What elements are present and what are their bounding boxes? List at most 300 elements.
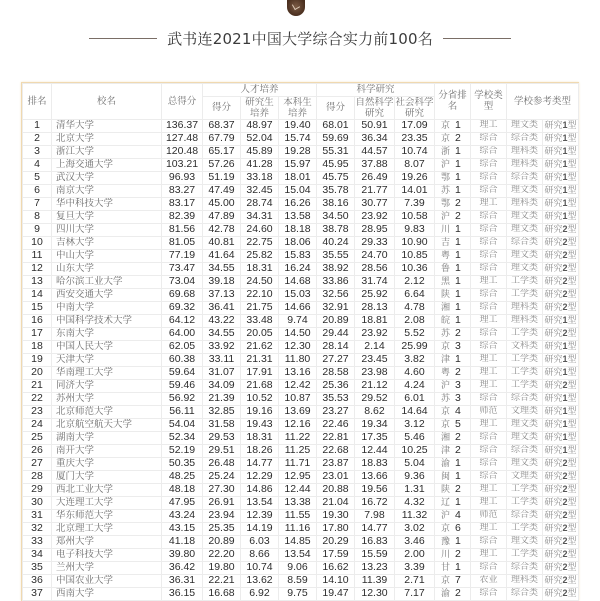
- cell-grad: 13.54: [241, 496, 279, 509]
- cell-rank: 6: [23, 184, 52, 197]
- cell-undergrad: 11.16: [279, 522, 317, 535]
- cell-undergrad: 18.06: [279, 236, 317, 249]
- cell-grad: 41.28: [241, 158, 279, 171]
- cell-undergrad: 18.01: [279, 171, 317, 184]
- cell-school-type: 农业: [471, 574, 507, 587]
- table-row: [23, 158, 579, 171]
- cell-research-score: 19.47: [317, 587, 355, 600]
- cell-social: 3.46: [395, 535, 435, 548]
- cell-school-name: 厦门大学: [52, 470, 162, 483]
- cell-school-type: 师范: [471, 509, 507, 522]
- cell-school-name: 北京理工大学: [52, 522, 162, 535]
- cell-ref-level: 研究2型: [544, 457, 577, 469]
- cell-school-type: 综合: [471, 145, 507, 158]
- cell-natural: 14.77: [355, 522, 395, 535]
- cell-research-score: 20.89: [317, 314, 355, 327]
- cell-school-name: 兰州大学: [52, 561, 162, 574]
- cell-undergrad: 11.22: [279, 431, 317, 444]
- title-divider-right: [443, 38, 511, 39]
- cell-school-name: 南京大学: [52, 184, 162, 197]
- cell-rank: 34: [23, 548, 52, 561]
- cell-research-score: 19.30: [317, 509, 355, 522]
- cell-undergrad: 15.74: [279, 132, 317, 145]
- cell-social: 3.39: [395, 561, 435, 574]
- cell-social: 11.32: [395, 509, 435, 522]
- cell-grad: 45.89: [241, 145, 279, 158]
- cell-ref-level: 研究1型: [544, 184, 577, 196]
- cell-prov-rank: [435, 288, 471, 301]
- cell-total: 60.38: [162, 353, 203, 366]
- cell-social: 8.07: [395, 158, 435, 171]
- cell-prov-rank: [435, 483, 471, 496]
- cell-social: 7.39: [395, 197, 435, 210]
- province-rank-number: 1: [455, 158, 461, 170]
- cell-school-name: 电子科技大学: [52, 548, 162, 561]
- cell-social: 2.00: [395, 548, 435, 561]
- cell-total: 64.12: [162, 314, 203, 327]
- cell-natural: 28.13: [355, 301, 395, 314]
- cell-undergrad: 13.58: [279, 210, 317, 223]
- province-abbr: 沪: [441, 510, 451, 521]
- cell-ref-level: 研究1型: [544, 158, 577, 170]
- cell-undergrad: 11.55: [279, 509, 317, 522]
- cell-ref-level: 研究2型: [544, 301, 577, 313]
- table-row: [23, 496, 579, 509]
- cell-research-score: 59.69: [317, 132, 355, 145]
- table-row: [23, 249, 579, 262]
- cell-social: 2.71: [395, 574, 435, 587]
- cell-ref-level: 研究2型: [544, 587, 577, 599]
- table-row: [23, 379, 579, 392]
- cell-undergrad: 12.16: [279, 418, 317, 431]
- cell-ref-level: 研究1型: [544, 353, 577, 365]
- province-rank-number: 2: [455, 587, 461, 599]
- cell-natural: 28.95: [355, 223, 395, 236]
- cell-talent-score: 19.80: [203, 561, 241, 574]
- cell-research-score: 28.14: [317, 340, 355, 353]
- cell-undergrad: 12.42: [279, 379, 317, 392]
- cell-total: 83.27: [162, 184, 203, 197]
- cell-ref-category: 理文类: [507, 249, 543, 262]
- cell-ref-level: 研究1型: [544, 431, 577, 443]
- table-row: [23, 288, 579, 301]
- cell-school-type: 综合: [471, 236, 507, 249]
- table-row: [23, 535, 579, 548]
- cell-natural: 12.30: [355, 587, 395, 600]
- cell-talent-score: 25.24: [203, 470, 241, 483]
- cell-total: 62.05: [162, 340, 203, 353]
- cell-ref-category: 理科类: [507, 574, 543, 587]
- cell-ref-level: 研究2型: [544, 548, 577, 560]
- cell-grad: 12.29: [241, 470, 279, 483]
- cell-natural: 50.91: [355, 119, 395, 132]
- table-row: [23, 392, 579, 405]
- header-talent-group: 人才培养: [203, 84, 317, 97]
- province-abbr: 鲁: [441, 263, 451, 274]
- cell-research-score: 45.95: [317, 158, 355, 171]
- cell-total: 83.17: [162, 197, 203, 210]
- cell-ref-level: 研究2型: [544, 574, 577, 586]
- cell-prov-rank: [435, 509, 471, 522]
- cell-school-type: 综合: [471, 340, 507, 353]
- cell-total: 56.92: [162, 392, 203, 405]
- cell-school-type: 综合: [471, 223, 507, 236]
- cell-grad: 21.62: [241, 340, 279, 353]
- cell-school-type: 理工: [471, 353, 507, 366]
- cell-research-score: 14.10: [317, 574, 355, 587]
- cell-social: 9.36: [395, 470, 435, 483]
- province-abbr: 陕: [441, 289, 451, 300]
- cell-grad: 25.82: [241, 249, 279, 262]
- cell-school-name: 清华大学: [52, 119, 162, 132]
- cell-social: 14.64: [395, 405, 435, 418]
- cell-total: 64.00: [162, 327, 203, 340]
- cell-talent-score: 67.79: [203, 132, 241, 145]
- cell-research-score: 23.01: [317, 470, 355, 483]
- cell-ref-category: 工学类: [507, 379, 543, 392]
- cell-prov-rank: [435, 158, 471, 171]
- cell-school-type: 综合: [471, 535, 507, 548]
- cell-research-score: 29.44: [317, 327, 355, 340]
- province-abbr: 鄂: [441, 198, 451, 209]
- cell-undergrad: 14.50: [279, 327, 317, 340]
- ranking-table-container: [21, 82, 579, 601]
- cell-natural: 19.56: [355, 483, 395, 496]
- province-rank-number: 1: [455, 457, 461, 469]
- cell-social: 7.17: [395, 587, 435, 600]
- cell-research-score: 45.75: [317, 171, 355, 184]
- cell-undergrad: 16.24: [279, 262, 317, 275]
- province-abbr: 粤: [441, 250, 451, 261]
- cell-rank: 20: [23, 366, 52, 379]
- cell-total: 56.11: [162, 405, 203, 418]
- cell-school-type: 理工: [471, 275, 507, 288]
- cell-grad: 18.26: [241, 444, 279, 457]
- cell-ref-level: 研究2型: [544, 236, 577, 248]
- table-row: [23, 340, 579, 353]
- cell-grad: 13.62: [241, 574, 279, 587]
- cell-prov-rank: [435, 561, 471, 574]
- cell-school-name: 华东师范大学: [52, 509, 162, 522]
- cell-ref-category: 理文类: [507, 223, 543, 236]
- cell-school-name: 上海交通大学: [52, 158, 162, 171]
- cell-total: 43.15: [162, 522, 203, 535]
- cell-research-score: 38.16: [317, 197, 355, 210]
- table-row: [23, 132, 579, 145]
- cell-school-name: 吉林大学: [52, 236, 162, 249]
- cell-undergrad: 14.68: [279, 275, 317, 288]
- province-rank-number: 2: [455, 444, 461, 456]
- cell-ref-category: 综合类: [507, 392, 543, 405]
- province-abbr: 津: [441, 445, 451, 456]
- province-rank-number: 5: [455, 418, 461, 430]
- cell-natural: 12.44: [355, 444, 395, 457]
- header-total: 总得分: [162, 84, 203, 120]
- province-abbr: 沪: [441, 211, 451, 222]
- cell-school-name: 北京航空航天大学: [52, 418, 162, 431]
- cell-rank: 29: [23, 483, 52, 496]
- cell-undergrad: 14.66: [279, 301, 317, 314]
- cell-social: 17.09: [395, 119, 435, 132]
- province-rank-number: 2: [455, 210, 461, 222]
- province-rank-number: 1: [455, 275, 461, 287]
- cell-talent-score: 29.53: [203, 431, 241, 444]
- cell-ref-category: 工学类: [507, 275, 543, 288]
- cell-ref-category: 文理类: [507, 405, 543, 418]
- cell-research-score: 38.78: [317, 223, 355, 236]
- table-row: [23, 444, 579, 457]
- cell-natural: 16.72: [355, 496, 395, 509]
- cell-prov-rank: [435, 392, 471, 405]
- province-rank-number: 2: [455, 132, 461, 144]
- header-prov-rank: 分省排名: [435, 84, 471, 120]
- cell-social: 3.12: [395, 418, 435, 431]
- cell-rank: 24: [23, 418, 52, 431]
- province-abbr: 京: [441, 523, 451, 534]
- cell-research-score: 22.68: [317, 444, 355, 457]
- cell-total: 52.19: [162, 444, 203, 457]
- cell-research-score: 32.56: [317, 288, 355, 301]
- cell-undergrad: 13.16: [279, 366, 317, 379]
- cell-total: 120.48: [162, 145, 203, 158]
- cell-undergrad: 15.97: [279, 158, 317, 171]
- cell-talent-score: 51.19: [203, 171, 241, 184]
- cell-school-type: 综合: [471, 132, 507, 145]
- cell-school-name: 湖南大学: [52, 431, 162, 444]
- cell-natural: 19.34: [355, 418, 395, 431]
- province-rank-number: 1: [455, 314, 461, 326]
- cell-natural: 7.98: [355, 509, 395, 522]
- cell-rank: 8: [23, 210, 52, 223]
- cell-ref-category: 工学类: [507, 366, 543, 379]
- province-abbr: 粤: [441, 367, 451, 378]
- cell-ref-category: 理文类: [507, 418, 543, 431]
- cell-ref-level: 研究1型: [544, 197, 577, 209]
- cell-undergrad: 11.25: [279, 444, 317, 457]
- cell-ref-category: 理文类: [507, 262, 543, 275]
- cell-social: 4.60: [395, 366, 435, 379]
- table-row: [23, 119, 579, 132]
- cell-grad: 28.74: [241, 197, 279, 210]
- cell-social: 2.12: [395, 275, 435, 288]
- cell-ref-category: 理文类: [507, 535, 543, 548]
- cell-social: 1.31: [395, 483, 435, 496]
- cell-research-score: 27.27: [317, 353, 355, 366]
- cell-grad: 10.52: [241, 392, 279, 405]
- cell-total: 127.48: [162, 132, 203, 145]
- cell-natural: 23.45: [355, 353, 395, 366]
- cell-prov-rank: [435, 249, 471, 262]
- cell-school-type: 综合: [471, 392, 507, 405]
- header-talent-score: 得分: [203, 96, 241, 119]
- province-abbr: 苏: [441, 393, 451, 404]
- cell-research-score: 34.50: [317, 210, 355, 223]
- cell-prov-rank: [435, 535, 471, 548]
- cell-prov-rank: [435, 132, 471, 145]
- cell-rank: 28: [23, 470, 52, 483]
- cell-ref-category: 理科类: [507, 314, 543, 327]
- cell-school-name: 华中科技大学: [52, 197, 162, 210]
- cell-total: 50.35: [162, 457, 203, 470]
- cell-prov-rank: [435, 587, 471, 600]
- cell-undergrad: 15.83: [279, 249, 317, 262]
- cell-total: 73.47: [162, 262, 203, 275]
- province-abbr: 闽: [441, 471, 451, 482]
- cell-social: 10.90: [395, 236, 435, 249]
- province-abbr: 黑: [441, 276, 451, 287]
- cell-natural: 26.49: [355, 171, 395, 184]
- cell-prov-rank: [435, 379, 471, 392]
- table-row: [23, 171, 579, 184]
- cell-natural: 23.98: [355, 366, 395, 379]
- province-rank-number: 1: [455, 470, 461, 482]
- cell-grad: 14.86: [241, 483, 279, 496]
- cell-total: 36.15: [162, 587, 203, 600]
- cell-ref-level: 研究2型: [544, 275, 577, 287]
- province-rank-number: 1: [455, 535, 461, 547]
- province-abbr: 津: [441, 354, 451, 365]
- cell-total: 36.31: [162, 574, 203, 587]
- header-name: 校名: [52, 84, 162, 120]
- cell-grad: 14.77: [241, 457, 279, 470]
- cell-rank: 25: [23, 431, 52, 444]
- cell-natural: 16.83: [355, 535, 395, 548]
- cell-research-score: 35.53: [317, 392, 355, 405]
- cell-ref-level: 研究2型: [544, 561, 577, 573]
- cell-research-score: 35.55: [317, 249, 355, 262]
- cell-rank: 19: [23, 353, 52, 366]
- cell-natural: 18.83: [355, 457, 395, 470]
- province-rank-number: 1: [455, 119, 461, 131]
- cell-prov-rank: [435, 314, 471, 327]
- cell-school-name: 北京大学: [52, 132, 162, 145]
- cell-school-name: 大连理工大学: [52, 496, 162, 509]
- cell-ref-level: 研究1型: [544, 405, 577, 417]
- cell-undergrad: 9.75: [279, 587, 317, 600]
- cell-talent-score: 22.20: [203, 548, 241, 561]
- cell-talent-score: 45.00: [203, 197, 241, 210]
- header-grad: 研究生培养: [241, 96, 279, 119]
- cell-prov-rank: [435, 496, 471, 509]
- cell-talent-score: 23.94: [203, 509, 241, 522]
- cell-rank: 23: [23, 405, 52, 418]
- cell-ref-category: 工学类: [507, 353, 543, 366]
- cell-social: 10.85: [395, 249, 435, 262]
- cell-school-type: 理工: [471, 314, 507, 327]
- ranking-table: [22, 83, 579, 601]
- cell-undergrad: 8.59: [279, 574, 317, 587]
- cell-ref-category: 工学类: [507, 522, 543, 535]
- cell-school-name: 复旦大学: [52, 210, 162, 223]
- cell-prov-rank: [435, 223, 471, 236]
- cell-school-type: 理工: [471, 483, 507, 496]
- cell-grad: 34.31: [241, 210, 279, 223]
- cell-ref-category: 理科类: [507, 145, 543, 158]
- cell-undergrad: 12.30: [279, 340, 317, 353]
- cell-rank: 32: [23, 522, 52, 535]
- cell-talent-score: 27.30: [203, 483, 241, 496]
- cell-rank: 12: [23, 262, 52, 275]
- cell-ref-level: 研究1型: [544, 171, 577, 183]
- cell-natural: 2.14: [355, 340, 395, 353]
- province-rank-number: 3: [455, 379, 461, 391]
- cell-ref-level: 研究2型: [544, 249, 577, 261]
- province-abbr: 京: [441, 406, 451, 417]
- province-rank-number: 6: [455, 522, 461, 534]
- cell-total: 103.21: [162, 158, 203, 171]
- cell-talent-score: 31.58: [203, 418, 241, 431]
- cell-research-score: 68.01: [317, 119, 355, 132]
- cell-talent-score: 36.41: [203, 301, 241, 314]
- cell-prov-rank: [435, 470, 471, 483]
- cell-total: 48.18: [162, 483, 203, 496]
- cell-ref-category: 理文类: [507, 431, 543, 444]
- cell-rank: 27: [23, 457, 52, 470]
- cell-research-score: 23.87: [317, 457, 355, 470]
- cell-ref-category: 理科类: [507, 158, 543, 171]
- header-rank: 排名: [23, 84, 52, 120]
- cell-total: 59.46: [162, 379, 203, 392]
- cell-school-name: 中南大学: [52, 301, 162, 314]
- cell-rank: 2: [23, 132, 52, 145]
- cell-talent-score: 68.37: [203, 119, 241, 132]
- cell-natural: 25.92: [355, 288, 395, 301]
- cell-ref-level: 研究2型: [544, 483, 577, 495]
- cell-rank: 35: [23, 561, 52, 574]
- cell-talent-score: 16.68: [203, 587, 241, 600]
- province-rank-number: 1: [455, 249, 461, 261]
- cell-rank: 22: [23, 392, 52, 405]
- cell-social: 4.32: [395, 496, 435, 509]
- cell-social: 25.99: [395, 340, 435, 353]
- cell-research-score: 23.27: [317, 405, 355, 418]
- cell-rank: 4: [23, 158, 52, 171]
- province-abbr: 苏: [441, 328, 451, 339]
- province-rank-number: 1: [455, 561, 461, 573]
- province-abbr: 京: [441, 341, 451, 352]
- cell-undergrad: 19.40: [279, 119, 317, 132]
- cell-prov-rank: [435, 548, 471, 561]
- cell-natural: 29.52: [355, 392, 395, 405]
- cell-school-name: 浙江大学: [52, 145, 162, 158]
- cell-school-type: 综合: [471, 327, 507, 340]
- cell-research-score: 22.81: [317, 431, 355, 444]
- cell-social: 5.52: [395, 327, 435, 340]
- province-abbr: 辽: [441, 497, 451, 508]
- table-row: [23, 418, 579, 431]
- cell-school-name: 东南大学: [52, 327, 162, 340]
- cell-natural: 15.59: [355, 548, 395, 561]
- cell-talent-score: 21.39: [203, 392, 241, 405]
- cell-grad: 6.03: [241, 535, 279, 548]
- cell-rank: 36: [23, 574, 52, 587]
- title-divider-left: [89, 38, 157, 39]
- cell-social: 6.01: [395, 392, 435, 405]
- cell-research-score: 55.31: [317, 145, 355, 158]
- cell-school-type: 综合: [471, 457, 507, 470]
- province-rank-number: 3: [455, 392, 461, 404]
- cell-school-type: 综合: [471, 470, 507, 483]
- cell-undergrad: 19.28: [279, 145, 317, 158]
- cell-natural: 31.74: [355, 275, 395, 288]
- cell-school-name: 西安交通大学: [52, 288, 162, 301]
- cell-undergrad: 13.38: [279, 496, 317, 509]
- cell-rank: 14: [23, 288, 52, 301]
- cell-ref-category: 综合类: [507, 132, 543, 145]
- cell-prov-rank: [435, 197, 471, 210]
- cell-talent-score: 57.26: [203, 158, 241, 171]
- cell-prov-rank: [435, 327, 471, 340]
